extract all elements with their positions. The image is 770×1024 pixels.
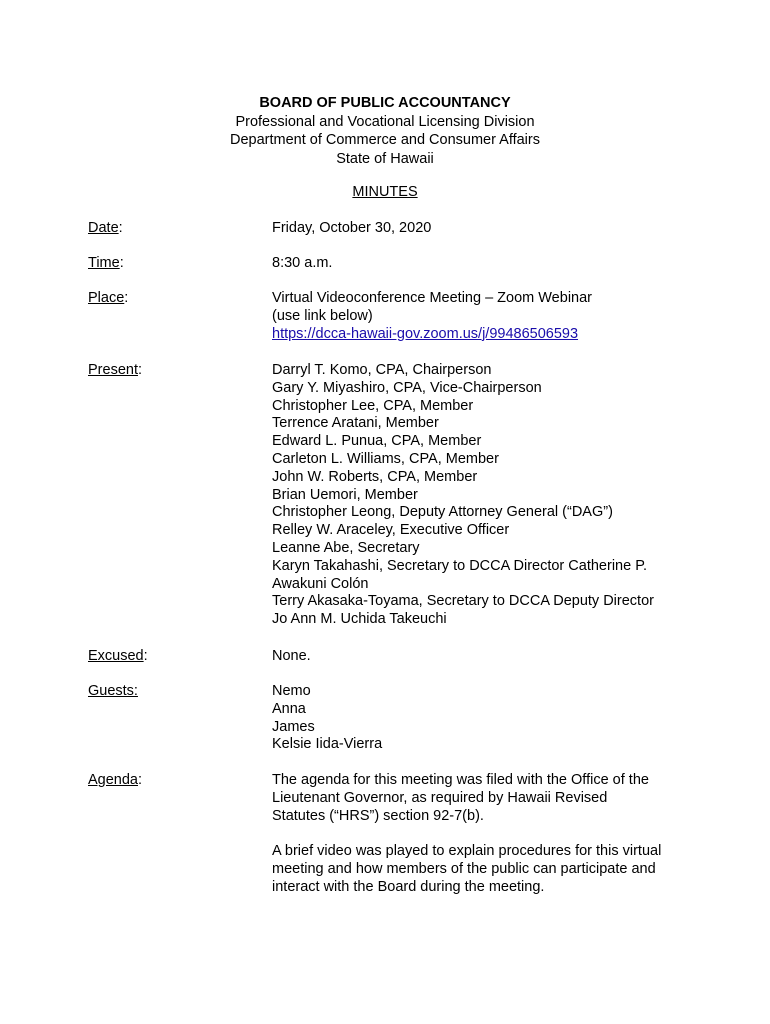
present-list: [272, 362, 692, 629]
list-item: Nemo: [272, 683, 311, 699]
list-item: Karyn Takahashi, Secretary to DCCA Director Catherine P.: [272, 557, 648, 574]
agenda-para1-line: The agenda for this meeting was filed with the Office of the: [272, 772, 649, 788]
division-name: Professional and Vocational Licensing Division: [235, 113, 535, 130]
agenda-para2-line: meeting and how members of the public can participate and: [272, 860, 656, 877]
list-item: Anna: [272, 700, 306, 717]
list-item: Brian Uemori, Member: [272, 486, 418, 503]
state-name: State of Hawaii: [336, 150, 434, 167]
agenda-text: [272, 772, 692, 897]
list-item: Terry Akasaka-Toyama, Secretary to DCCA Deputy Director: [272, 593, 654, 610]
time-label: Time:: [88, 255, 124, 271]
date-value: Friday, October 30, 2020: [272, 220, 432, 236]
list-item: Edward L. Punua, CPA, Member: [272, 433, 482, 450]
document-header: [0, 94, 770, 168]
list-item: Kelsie Iida-Vierra: [272, 736, 383, 753]
place-label: Place:: [88, 290, 129, 306]
list-item: Leanne Abe, Secretary: [272, 539, 420, 556]
board-title: BOARD OF PUBLIC ACCOUNTANCY: [259, 95, 511, 111]
place-line-2: (use link below): [272, 307, 373, 324]
minutes-heading: MINUTES: [352, 184, 418, 200]
list-item: Carleton L. Williams, CPA, Member: [272, 450, 499, 467]
department-name: Department of Commerce and Consumer Affairs: [229, 132, 540, 148]
list-item: Darryl T. Komo, CPA, Chairperson: [272, 362, 492, 378]
list-item: Relley W. Araceley, Executive Officer: [272, 522, 510, 539]
guests-label: Guests:: [88, 683, 138, 699]
agenda-para1-line: Lieutenant Governor, as required by Hawaii Revised: [272, 789, 608, 806]
agenda-para2-line: A brief video was played to explain procedures for this virtual: [272, 843, 662, 860]
excused-value: None.: [272, 648, 311, 664]
list-item: Terrence Aratani, Member: [272, 415, 439, 432]
place-line-1: Virtual Videoconference Meeting – Zoom Webinar: [272, 290, 592, 306]
list-item: John W. Roberts, CPA, Member: [272, 468, 478, 485]
agenda-label: Agenda:: [88, 772, 143, 788]
agenda-para1-line: Statutes (“HRS”) section 92-7(b).: [272, 807, 484, 824]
guests-list: [272, 683, 692, 754]
list-item: Gary Y. Miyashiro, CPA, Vice-Chairperson: [272, 379, 542, 396]
list-item: Jo Ann M. Uchida Takeuchi: [272, 611, 447, 628]
excused-label: Excused:: [88, 648, 148, 664]
list-item: James: [272, 718, 315, 735]
time-value: 8:30 a.m.: [272, 255, 333, 271]
date-label: Date:: [88, 220, 123, 236]
list-item: Christopher Leong, Deputy Attorney General (“DAG”): [272, 504, 613, 521]
list-item: Awakuni Colón: [272, 575, 369, 592]
present-label: Present:: [88, 362, 143, 378]
place-value: [272, 290, 692, 343]
zoom-link[interactable]: https://dcca-hawaii-gov.zoom.us/j/99486506593: [272, 325, 579, 342]
paragraph-spacer: [272, 825, 692, 843]
agenda-para2-line: interact with the Board during the meeting.: [272, 878, 545, 895]
list-item: Christopher Lee, CPA, Member: [272, 397, 474, 414]
